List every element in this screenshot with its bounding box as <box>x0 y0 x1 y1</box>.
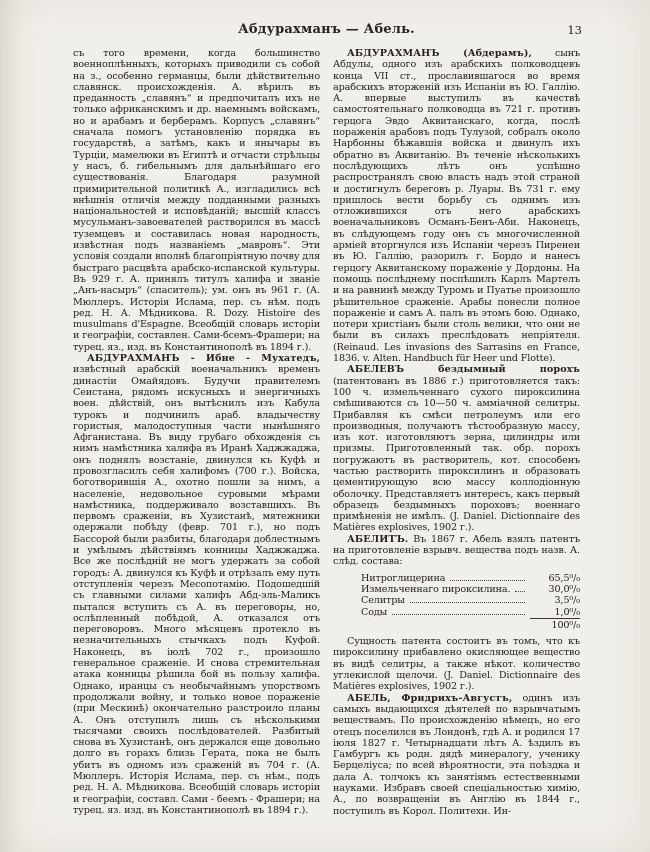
ingredient-label: Измельченнаго пироксилина. <box>361 583 511 595</box>
page-number: 13 <box>567 23 582 37</box>
entry-term: АБЕЛЕВЪ бездымный порохъ <box>347 364 580 376</box>
total-value: 100⁰/₀ <box>551 619 580 631</box>
table-row <box>361 584 580 595</box>
ingredient-label: Селитры <box>361 595 405 607</box>
entry-text: (патентованъ въ 1886 г.) приготовляется такъ: 100 ч. измельченнаго сухого пироксилина смѣшиваются съ 10—50 ч. амміачной селитры. Прибавляя къ смѣси петролеумъ или его производныя, получаютъ тѣстообразную массу, изъ кот. изготовляютъ зерна, цилиндры или призмы. Приготовленный так. обр. порохъ погружаютъ въ растворитель, кот. способенъ частью растворить пироксилинъ и образовать цементирующую всю массу коллодіонную оболочку. Представляетъ интересъ, какъ первый образецъ бездымныхъ пороховъ; военнаго примѣненія не имѣлъ. (J. Daniel. Dictionnaire des Matières explosives, 1902 г.). <box>333 375 580 534</box>
dot-leader <box>392 614 525 615</box>
article-abel-friedrich-august <box>333 693 580 817</box>
dot-leader <box>410 602 525 603</box>
entry-text: сынъ Абдулы, одного изъ арабскихъ полководцевъ конца VII ст., прославившагося во время арабскихъ вторженій изъ Испаніи въ Ю. Галлію. А. впервые выступилъ въ качествѣ самостоятельнаго полководца въ 721 г. противъ герцога Эвдо Аквитанскаго, когда, послѣ пораженія арабовъ подъ Тулузой, собралъ около Нарбонны бѣжавшія войска и двинулъ ихъ обратно въ Аквитанію. Въ теченіе нѣсколькихъ послѣдующихъ лѣтъ онъ успѣшно распространялъ свою власть надъ этой страной и достигнулъ береговъ р. Луары. Въ 731 г. ему пришлось вести борьбу съ однимъ изъ отложившихся отъ него арабскихъ военачальниковъ Османъ-Бенъ-Аби. Наконецъ, въ слѣдующемъ году онъ съ многочисленной арміей вторгнулся изъ Испаніи черезъ Пиренеи въ Ю. Галлію, разорилъ г. Бордо и нанесъ герцогу Аквитанскому пораженіе у Дордоны. На помощь послѣднему поспѣшилъ Карлъ Мартелъ и на равнинѣ между Туромъ и Пуатье произошло рѣшительное сраженіе. Арабы понесли полное пораженіе и самъ А. палъ въ этомъ бою. Однако, потери христіанъ были столь велики, что они не были въ силахъ преслѣдовать непріятеля. (Reinaud. Les invasions des Sarrasins en France, 1836. v. Alten. Handbuch für Heer und Flotte). <box>333 48 580 365</box>
article-abelit <box>333 534 580 568</box>
table-row <box>361 607 580 619</box>
dot-leader <box>450 580 525 581</box>
ingredient-label: Нитроглицерина <box>361 572 446 584</box>
entry-text: одинъ изъ самыхъ выдающихся дѣятелей по взрывчатымъ веществамъ. По происхожденію нѣмецъ, но его отецъ поселился въ Лондонѣ, гдѣ А. и родился 17 іюля 1827 г. Четырнадцати лѣтъ А. ѣздилъ въ Гамбургъ къ родн. дядѣ минералогу, ученику Берцеліуса; по всей вѣроятности, эта поѣздка и дала А. толчокъ къ занятіямъ естественными науками. Избравъ своей спеціальностью химію, А., по возвращеніи въ Англію въ 1844 г., поступилъ въ Корол. Политехн. Ин- <box>333 692 580 817</box>
left-column <box>73 48 320 838</box>
table-row <box>361 573 580 584</box>
text-columns <box>73 48 580 838</box>
article-abelev-powder <box>333 364 580 533</box>
entry-term: АБЕЛЬ, Фридрихъ-Августъ, <box>347 692 513 704</box>
article-abdurahman-ibne-muhated <box>73 353 320 816</box>
ingredient-value: 65,5⁰/₀ <box>548 572 580 584</box>
ingredient-label: Соды <box>361 606 388 618</box>
entry-term: АБДУРАХМАНЪ (Абдерамъ), <box>347 48 532 59</box>
ingredient-value: 1,0⁰/₀ <box>530 607 580 619</box>
entry-term: АБЕЛИТЪ. <box>347 533 409 545</box>
table-total-row <box>361 619 580 631</box>
entry-text: извѣстный арабскій военачальникъ временъ династіи Омайядовъ. Будучи правителемъ Сеистана, рядомъ искусныхъ и энергичныхъ воен. дѣйствій, онъ вытѣснилъ изъ Кабула турокъ и подчинилъ араб. владычеству гористыя, малодоступныя части нынѣшняго Афганистана. Въ виду грубаго обхожденія съ нимъ намѣстника халифа въ Иранѣ Хаджжаджа, онъ поднялъ возстаніе, двинулся къ Куфѣ и провозгласилъ себя халифомъ (700 г.). Войска, боготворившія А., охотно пошли за нимъ, а населеніе, недовольное суровыми мѣрами намѣстника, поддерживало возставшихъ. Въ первомъ сраженіи, въ Хузистанѣ, мятежники одержали побѣду (февр. 701 г.), но подъ Бассорой были разбиты, благодаря доблестнымъ и умѣлымъ дѣйствіямъ конницы Хаджжаджа. Все же послѣдній не могъ удержать за собой городъ: А. двинулся къ Куфѣ и отрѣзалъ ему путь отступленія черезъ Месопотамію. Подошедшій съ главными силами халифъ Абд-эль-Маликъ пытался вступить съ А. въ переговоры, но, ослѣпленный побѣдой, А. отказался отъ переговоровъ. Много мѣсяцевъ протекло въ незначительныхъ стычкахъ подъ Куфой. Наконецъ, въ іюлѣ 702 г., произошло генеральное сраженіе. И снова стремительная атака конницы рѣшила бой въ пользу халифа. Однако, иранцы съ необычайнымъ упорствомъ продолжали войну, и только новое пораженіе (при Мескинѣ) окончательно разстроило планы А. Онъ отступилъ лишь съ нѣсколькими тысячами своихъ послѣдователей. Разбитый снова въ Хузистанѣ, онъ держался еще довольно долго въ горахъ близь Герата, пока не былъ убитъ въ одномъ изъ сраженій въ 704 г. (А. Мюллеръ. Исторія Ислама, пер. съ нѣм., подъ ред. Н. А. Мѣдникова. Всеобщій словарь исторіи и географіи, составл. Сами - беемъ - Фрашери; на турец. яз. изд. въ Константинополѣ въ 1894 г.). <box>73 364 320 816</box>
article-abdurahman-abderam <box>333 48 580 364</box>
ingredient-value: 3,5⁰/₀ <box>554 595 580 607</box>
dot-leader <box>515 591 525 592</box>
page-header <box>73 22 580 44</box>
ingredient-value: 30,0⁰/₀ <box>548 583 580 595</box>
right-column <box>333 48 580 838</box>
entry-intro-text: Въ 1867 г. Абель взялъ патентъ на приготовленіе взрывч. вещества подъ назв. А. слѣд. состава: <box>333 533 580 568</box>
article-continuation-text: съ того времени, когда большинство военноплѣнныхъ, которыхъ приводили съ собой на з., особенно германцы, были дѣйствительно славянск. происхожденія. А. вѣрилъ въ преданность „славянъ“ и предпочиталъ ихъ не только африканскимъ и др. наемнымъ войскамъ, но и арабамъ и берберамъ. Корпусъ „славянъ“ сначала помогъ установленію порядка въ государствѣ, а затѣмъ, какъ и янычары въ Турціи, мамелюки въ Египтѣ и отчасти стрѣльцы у насъ, б. гибельнымъ для дальнѣйшаго его существованія. Благодаря разумной примирительной политикѣ А., изгладились всѣ внѣшнія отличія между подданными разныхъ національностей и исповѣданій; высшій классъ мусульманъ-завоевателей растворился въ массѣ туземцевъ и составилась новая народность, извѣстная подъ названіемъ „мавровъ“. Эти условія создали вполнѣ благопріятную почву для быстраго расцвѣта арабско-испанской культуры. Въ 929 г. А. принялъ титулъ халифа и званіе „Анъ-насыръ“ (спаситель); ум. онъ въ 961 г. (А. Мюллеръ. Исторія Ислама, пер. съ нѣм. подъ ред. Н. А. Мѣдникова. R. Dozy. Histoire des musulmans d'Espagne. Всеобщій словарь исторіи и географіи, составлен. Сами-бсемъ-Фрашери; на турец. яз., изд. въ Константинополѣ въ 1894 г.). <box>73 48 320 353</box>
entry-term: АБДУРАХМАНЪ - Ибне - Мухатедъ, <box>87 353 320 365</box>
running-head-title: Абдурахманъ — Абель. <box>238 22 415 37</box>
composition-table <box>361 573 580 631</box>
article-abelit-patent-note: Сущность патента состоитъ въ томъ, что къ пироксилину прибавлено окисляющее вещество въ видѣ селитры, а также нѣкот. количество углекислой щелочи. (J. Daniel. Dictionnaire des Matières explosives, 1902 г.). <box>333 636 580 693</box>
table-row <box>361 595 580 606</box>
